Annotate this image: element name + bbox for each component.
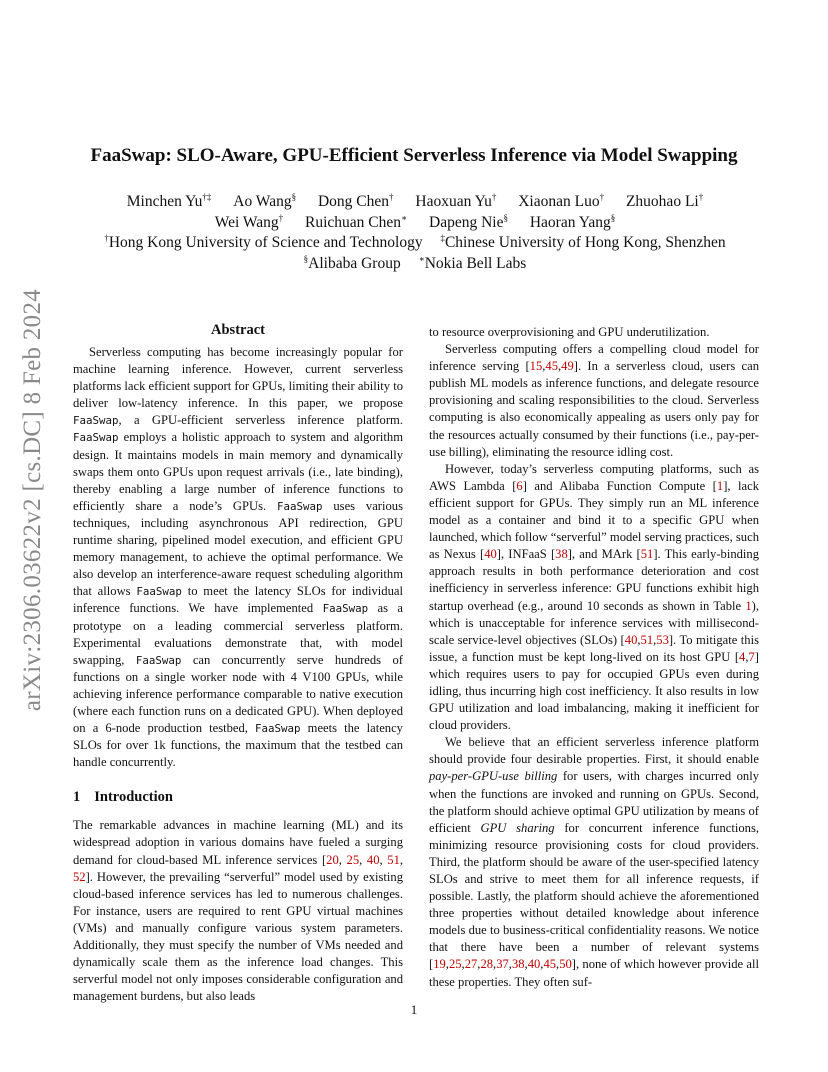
author-name: Dapeng Nie§ <box>429 212 508 231</box>
affiliation-line-2 <box>60 254 770 275</box>
citation-link[interactable]: 20 <box>326 852 339 867</box>
citation-link[interactable]: 37 <box>496 957 509 972</box>
citation-link[interactable]: 25 <box>346 852 360 867</box>
author-line-1 <box>60 192 770 213</box>
intro-paragraph: The remarkable advances in machine learning (ML) and its widespread adoption in various domains have fueled a surging demand for cloud-based ML inference services [20, 25, 40, 51, 52]. However, the prevailing “serverful” model used by existing cloud-based inference services has led to numerous challenges. For instance, users are required to rent GPU virtual machines (VMs) and manually configure various system parameters. Additionally, they must specify the number of VMs needed and dynamically scale them as the inference load changes. This serverful model not only imposes considerable configuration and management burdens, but also leads <box>73 818 404 1004</box>
citation-link[interactable]: 15 <box>529 359 543 374</box>
citation-link[interactable]: 25 <box>448 957 462 972</box>
arxiv-identifier: arXiv:2306.03622v2 [cs.DC] 8 Feb 2024 <box>19 288 47 712</box>
abstract-heading: Abstract <box>211 322 265 338</box>
intro-paragraph: However, today’s serverless computing platforms, such as AWS Lambda [6] and Alibaba Function Compute [1], lack efficient support for GPUs. They simply run an ML inference model as a container and bind it to a specific GPU when launched, which follow “serverful” model serving practices, such as Nexus [40], INFaaS [38], and MArk [51]. This early-binding approach results in both performance deterioration and cost inefficiency in serverless inference: GPU functions exhibit high startup overhead (e.g., around 10 seconds as shown in Table 1), which is unacceptable for inference services with millisecond-scale service-level objectives (SLOs) [40,51,53]. To mitigate this issue, a function must be kept long-lived on its host GPU [4,7] which requires users to pay for occupied GPUs even during idling, thus incurring high cost inefficiency. It also results in low GPU utilization and load imbalancing, making it inefficient for cloud providers. <box>429 461 760 733</box>
author-name: Ao Wang§ <box>233 192 297 210</box>
citation-link[interactable]: 40 <box>527 957 541 972</box>
affiliation-line-1 <box>60 233 770 254</box>
citation-link[interactable]: 51 <box>387 852 400 867</box>
author-name: Minchen Yu†‡ <box>126 192 212 210</box>
right-column <box>429 324 759 991</box>
left-column <box>73 320 403 1005</box>
author-name: Xiaonan Luo† <box>518 192 605 210</box>
affiliation: †Hong Kong University of Science and Technology <box>104 233 423 251</box>
author-name: Haoran Yang§ <box>529 212 616 231</box>
citation-link[interactable]: 6 <box>516 478 523 493</box>
author-block <box>60 192 770 274</box>
citation-link[interactable]: 52 <box>73 869 86 884</box>
author-name: Wei Wang† <box>214 212 284 231</box>
citation-link[interactable]: 38 <box>511 957 525 972</box>
citation-link[interactable]: 51 <box>640 632 654 647</box>
citation-link[interactable]: 40 <box>366 852 380 867</box>
author-line-2 <box>60 213 770 234</box>
citation-link[interactable]: 45 <box>545 359 559 374</box>
citation-link[interactable]: 28 <box>480 957 494 972</box>
citation-link[interactable]: 45 <box>543 957 557 972</box>
intro-paragraph: We believe that an efficient serverless inference platform should provide four desirable properties. First, it should enable pay-per-GPU-use billing for users, with charges incurred only when the functions are invoked and running on GPUs. Second, the platform should achieve optimal GPU utilization by means of efficient GPU sharing for concurrent inference functions, minimizing resource provisioning costs for cloud providers. Third, the platform should be aware of the user-specified latency SLOs and strive to meet them for all inference requests, if possible. Lastly, the platform should achieve the aforementioned three properties without detailed knowledge about inference models due to business-critical confidentiality reasons. We notice that there have been a number of relevant systems [19,25,27,28,37,38,40,45,50], none of which however provide all these properties. They often suf- <box>429 735 759 989</box>
author-name: Ruichuan Chen∗ <box>305 212 408 231</box>
citation-link[interactable]: 40 <box>624 632 638 647</box>
section-heading-introduction: 1 Introduction <box>73 789 173 806</box>
affiliation: ∗Nokia Bell Labs <box>418 253 527 272</box>
intro-paragraph-continued: to resource overprovisioning and GPU underutilization. <box>429 325 710 339</box>
affiliation: ‡Chinese University of Hong Kong, Shenzhen <box>440 233 726 251</box>
citation-link[interactable]: 50 <box>559 957 572 972</box>
page-number: 1 <box>410 1002 418 1017</box>
arxiv-sidebar <box>8 290 58 710</box>
abstract-paragraph: Serverless computing has become increasingly popular for machine learning inference. However, current serverless platforms lack efficient support for GPUs, limiting their ability to deliver low-latency inference. In this paper, we propose FaaSwap, a GPU-efficient serverless inference platform. FaaSwap employs a holistic approach to system and algorithm design. It maintains models in main memory and dynamically swaps them onto GPUs upon request arrivals (i.e., late binding), thereby enabling a large number of inference functions to efficiently share a node’s GPUs. FaaSwap uses various techniques, including asynchronous API redirection, GPU runtime sharing, pipelined model execution, and efficient GPU memory management, to achieve the optimal performance. We also develop an interference-aware request scheduling algorithm that allows FaaSwap to meet the latency SLOs for individual inference functions. We have implemented FaaSwap as a prototype on a leading commercial serverless platform. Experimental evaluations demonstrate that, with model swapping, FaaSwap can concurrently serve hundreds of functions on a single worker node with 4 V100 GPUs, while achieving inference performance comparable to native execution (where each function runs on a dedicated GPU). When deployed on a 6-node production testbed, FaaSwap meets the latency SLOs for over 1k functions, the maximum that the testbed can handle concurrently. <box>73 345 403 770</box>
citation-link[interactable]: 49 <box>561 359 574 374</box>
affiliation: §Alibaba Group <box>303 253 401 272</box>
citation-link[interactable]: 53 <box>656 632 669 647</box>
citation-link[interactable]: 7 <box>748 649 755 664</box>
author-name: Zhuohao Li† <box>625 192 704 210</box>
paper-title: FaaSwap: SLO-Aware, GPU-Efficient Serverless Inference via Model Swapping <box>90 145 738 166</box>
citation-link[interactable]: 27 <box>464 957 478 972</box>
citation-link[interactable]: 1 <box>716 478 724 493</box>
system-name: FaaSwap <box>73 414 119 428</box>
author-name: Haoxuan Yu† <box>415 192 497 210</box>
citation-link[interactable]: 51 <box>640 547 654 562</box>
citation-link[interactable]: 40 <box>484 547 497 562</box>
citation-link[interactable]: 4 <box>739 649 746 664</box>
intro-paragraph: Serverless computing offers a compelling cloud model for inference serving [15,45,49]. In a serverless cloud, users can publish ML models as inference functions, and delegate resource provisioning and scaling responsibilities to the cloud. Serverless computing is also economically appealing as users only pay for the resources actually consumed by their functions (i.e., pay-per-use billing), eliminating the resource idling cost. <box>429 342 759 459</box>
citation-link[interactable]: 19 <box>433 957 446 972</box>
table-reference-link[interactable]: 1 <box>745 598 752 613</box>
author-name: Dong Chen† <box>317 192 394 210</box>
citation-link[interactable]: 38 <box>555 547 568 562</box>
